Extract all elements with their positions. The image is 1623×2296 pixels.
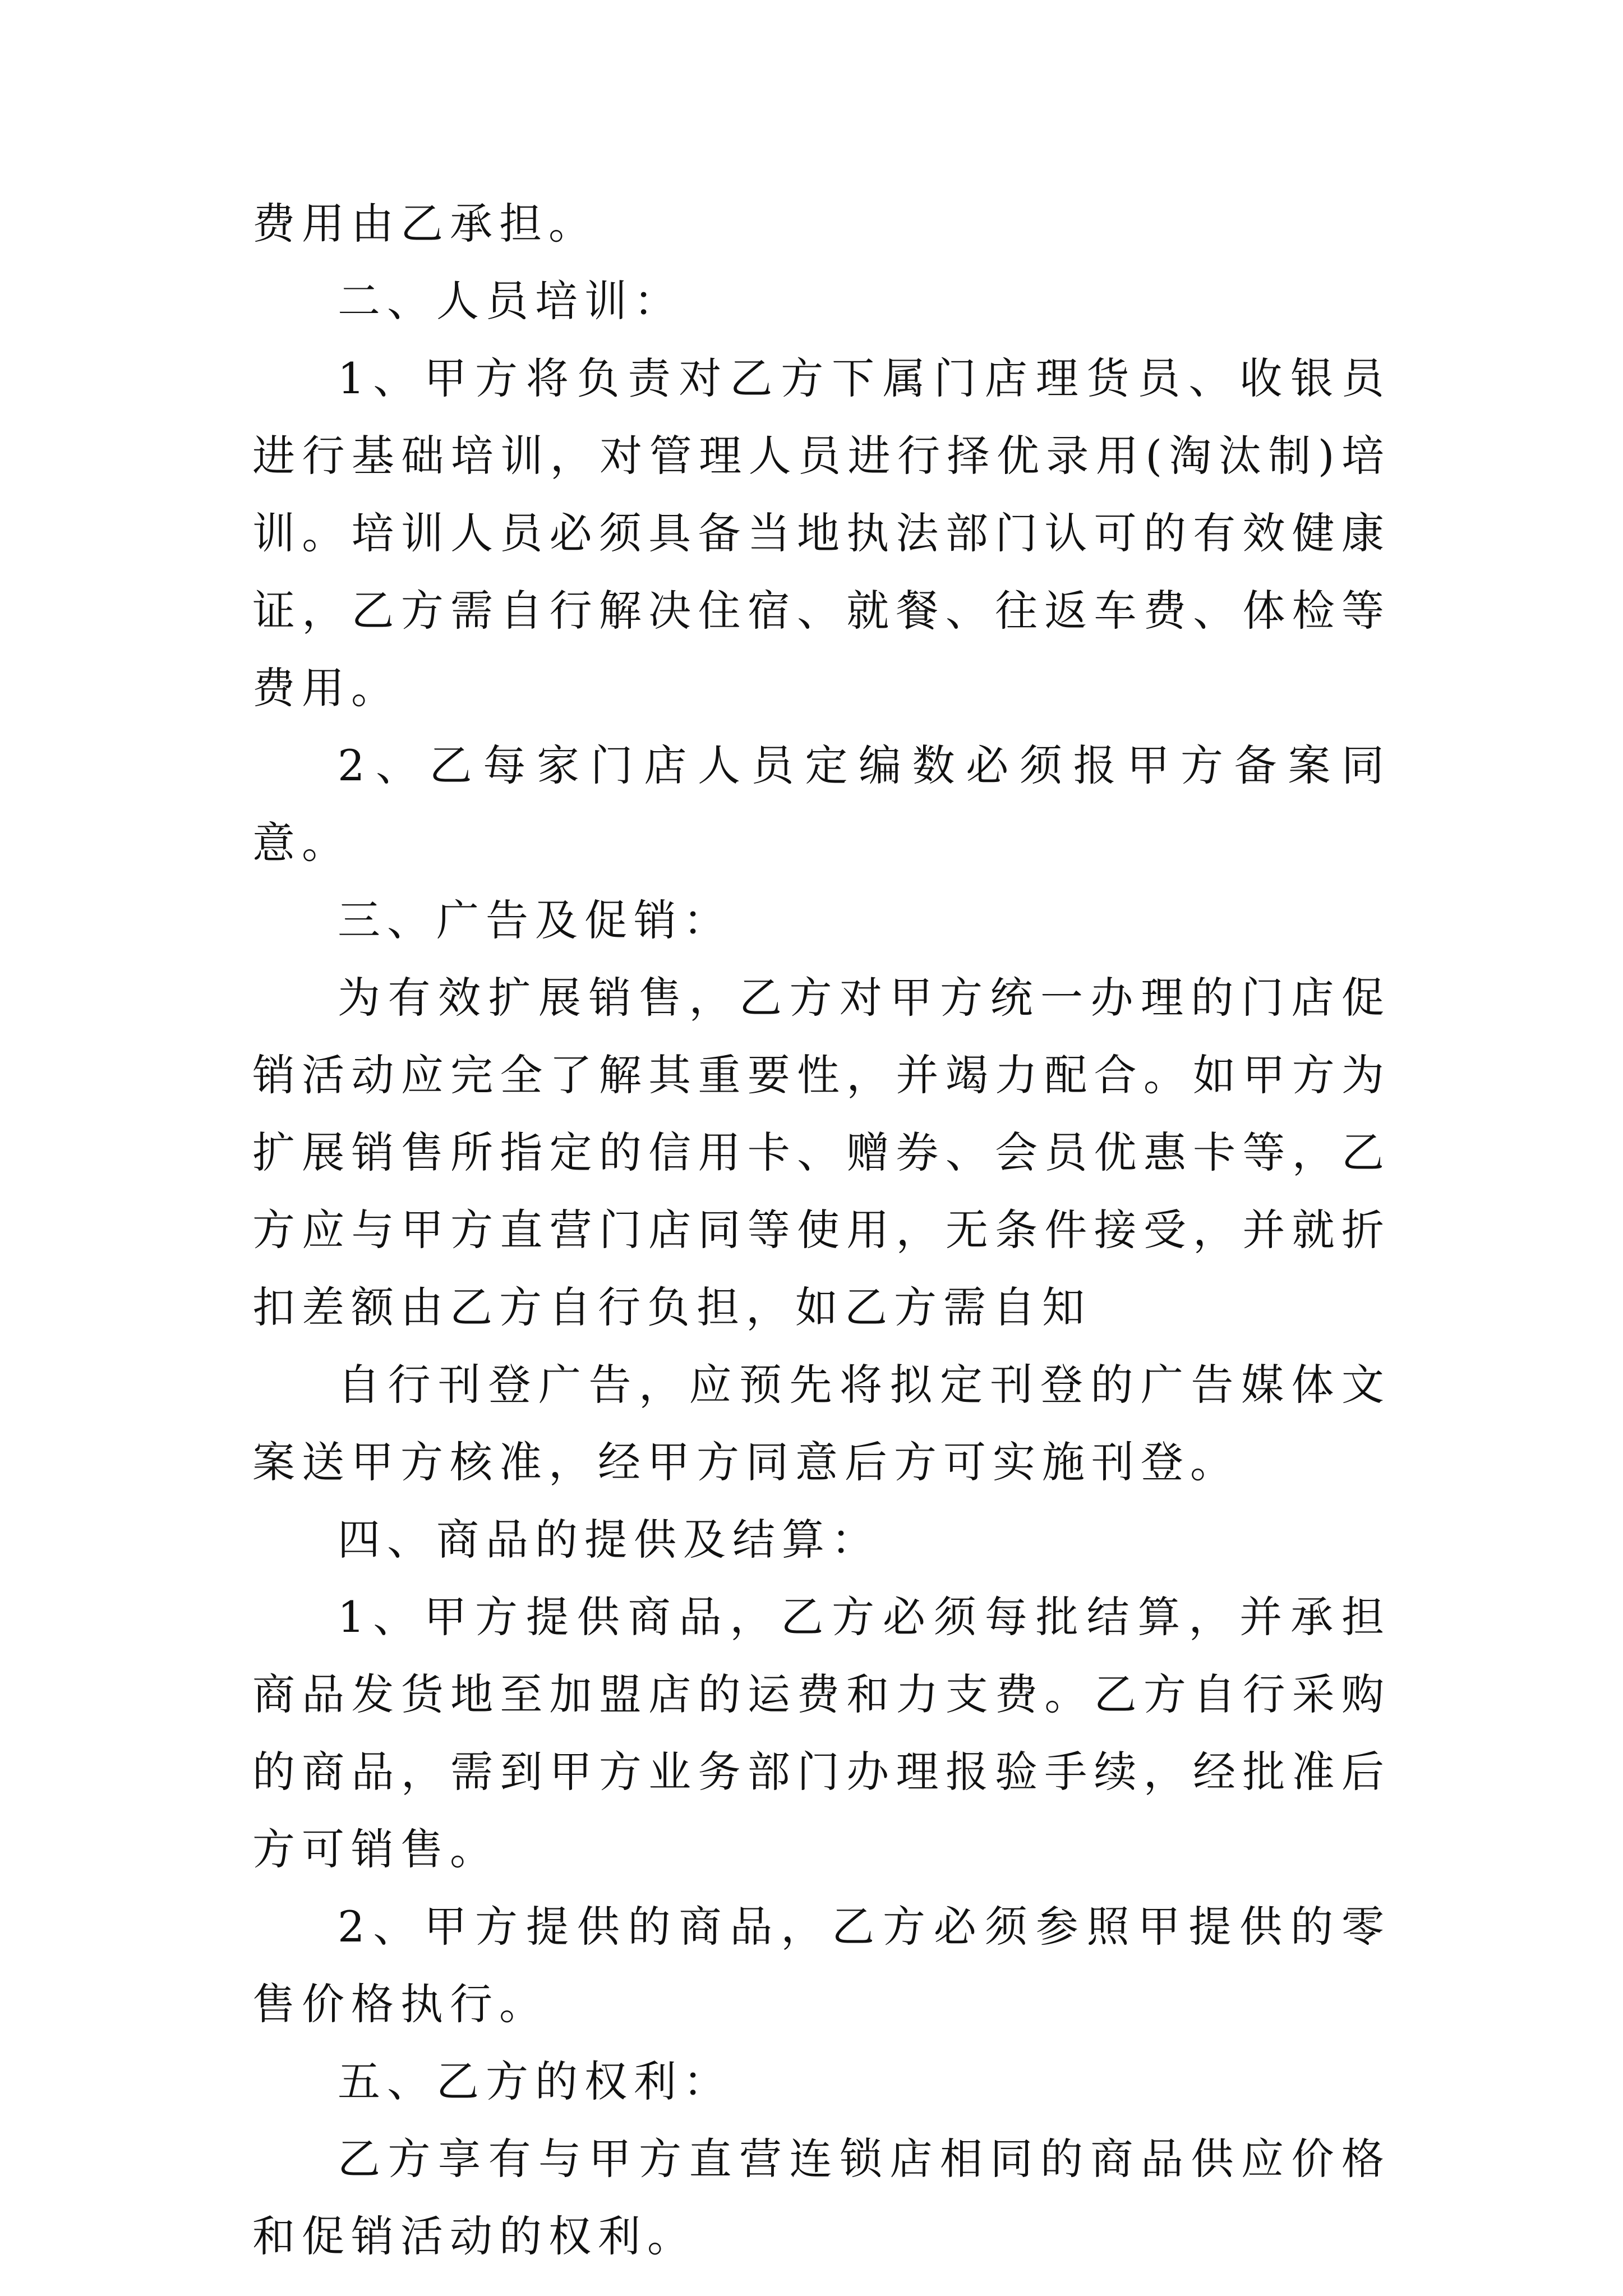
heading-party-b-rights: 五、乙方的权利：: [338, 2056, 732, 2106]
heading-goods-settlement: 四、商品的提供及结算：: [338, 1515, 880, 1565]
document-body: [252, 185, 1391, 2275]
paragraph-training-2: 2、乙每家门店人员定编数必须报甲方备案同意。: [252, 740, 1391, 868]
paragraph-training-1: 1、甲方将负责对乙方下属门店理货员、收银员进行基础培训，对管理人员进行择优录用(淘汰制)培训。培训人员必须具备当地执法部门认可的有效健康证，乙方需自行解决住宿、就餐、往返车费、体检等费用。: [252, 353, 1391, 713]
paragraph-rights: 乙方享有与甲方直营连锁店相同的商品供应价格和促销活动的权利。: [252, 2134, 1391, 2261]
heading-advertising-promotion: 三、广告及促销：: [338, 895, 732, 945]
paragraph-cost-bearing: 费用由乙承担。: [252, 199, 598, 249]
heading-staff-training: 二、人员培训：: [338, 276, 683, 326]
paragraph-goods-2: 2、甲方提供的商品，乙方必须参照甲提供的零售价格执行。: [252, 1902, 1391, 2029]
paragraph-goods-1: 1、甲方提供商品，乙方必须每批结算，并承担商品发货地至加盟店的运费和力支费。乙方自行采购的商品，需到甲方业务部门办理报验手续，经批准后方可销售。: [252, 1592, 1391, 1874]
paragraph-promotion: 为有效扩展销售，乙方对甲方统一办理的门店促销活动应完全了解其重要性，并竭力配合。如甲方为扩展销售所指定的信用卡、赠券、会员优惠卡等，乙方应与甲方直营门店同等使用，无条件接受，并就折扣差额由乙方自行负担，如乙方需自知: [252, 973, 1391, 1332]
paragraph-advertising: 自行刊登广告，应预先将拟定刊登的广告媒体文案送甲方核准，经甲方同意后方可实施刊登。: [252, 1360, 1391, 1487]
